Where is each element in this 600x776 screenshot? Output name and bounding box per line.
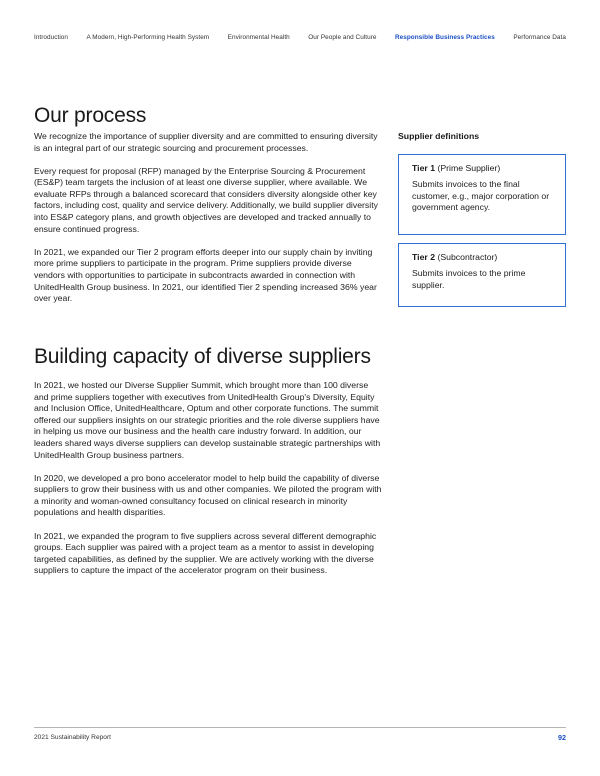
supplier-definitions-sidebar	[398, 131, 566, 315]
tier-2-qualifier: (Subcontractor)	[437, 251, 498, 262]
page-number: 92	[558, 733, 566, 742]
nav-item-responsible-business-practices[interactable]: Responsible Business Practices	[394, 34, 495, 41]
our-process-body	[34, 131, 382, 316]
sidebar-heading: Supplier definitions	[398, 131, 480, 141]
nav-item-performance-data[interactable]: Performance Data	[513, 34, 566, 41]
tier-1-label: Tier 1	[412, 162, 436, 173]
footer-divider	[34, 727, 566, 728]
nav-item-introduction[interactable]: Introduction	[34, 34, 68, 41]
section-title-our-process: Our process	[34, 104, 147, 127]
paragraph: In 2020, we developed a pro bono accelerator model to help build the capability of diverse suppliers to grow their business with us and other companies. We piloted the program with a minority and woman-owned consultancy focused on clinical research in minority populations and health disparities.	[34, 472, 382, 518]
paragraph: In 2021, we expanded our Tier 2 program efforts deeper into our supply chain by inviting more prime suppliers to participate in the program. Prime suppliers provide diverse vendors with opportunities to participate in subcontracts awarded in connection with UnitedHealth Group business. In 2021, our identified Tier 2 spending increased 36% year over year.	[34, 246, 377, 304]
paragraph: We recognize the importance of supplier diversity and are committed to ensuring diversity is an integral part of our strategic sourcing and procurement processes.	[34, 131, 378, 153]
nav-item-people-and-culture[interactable]: Our People and Culture	[308, 34, 377, 41]
paragraph: In 2021, we hosted our Diverse Supplier Summit, which brought more than 100 diverse and prime suppliers together with executives from UnitedHealth Group's Diversity, Equity and Inclusion Office, UnitedHealthcare, Optum and other corporate functions. The summit offered our suppliers insights on our strategic priorities and the role diverse suppliers have in helping us move our business and the health care industry forward. In addition, our leaders shared ways diverse suppliers can develop sustainable strategic partnerships with UnitedHealth Group business partners.	[34, 380, 381, 460]
footer-report-name: 2021 Sustainability Report	[34, 734, 111, 741]
paragraph: In 2021, we expanded the program to five suppliers across several different demographic groups. Each supplier was paired with a project team as a mentor to assist in developing targeted capabilities, as defined by the supplier. We are actively working with the diverse suppliers to capture the impact of the accelerator program on their business.	[34, 530, 377, 576]
tier-2-title	[412, 252, 555, 264]
building-capacity-body	[34, 380, 382, 588]
tier-2-label: Tier 2	[412, 251, 436, 262]
tier-1-description: Submits invoices to the final customer, e.g., major corporation or government agency.	[412, 179, 550, 213]
tier-1-definition-box	[398, 154, 566, 235]
tier-2-description: Submits invoices to the prime supplier.	[412, 268, 526, 290]
paragraph: Every request for proposal (RFP) managed by the Enterprise Sourcing & Procurement (ES&P) team targets the inclusion of at least one diverse supplier, where available. We evaluate RFPs through a balanced scorecard that considers diversity alongside other key factors, including cost, quality and service delivery. Additionally, we build supplier diversity into ES&P category plans, and growth objectives are developed and tracked annually to ensure continued progress.	[34, 165, 378, 234]
tier-2-definition-box	[398, 243, 566, 307]
top-navigation	[34, 34, 566, 41]
tier-1-qualifier: (Prime Supplier)	[437, 162, 501, 173]
section-title-building-capacity: Building capacity of diverse suppliers	[34, 345, 371, 368]
nav-item-environmental-health[interactable]: Environmental Health	[227, 34, 290, 41]
nav-item-modern-health-system[interactable]: A Modern, High-Performing Health System	[86, 34, 210, 41]
tier-1-title	[412, 163, 555, 175]
